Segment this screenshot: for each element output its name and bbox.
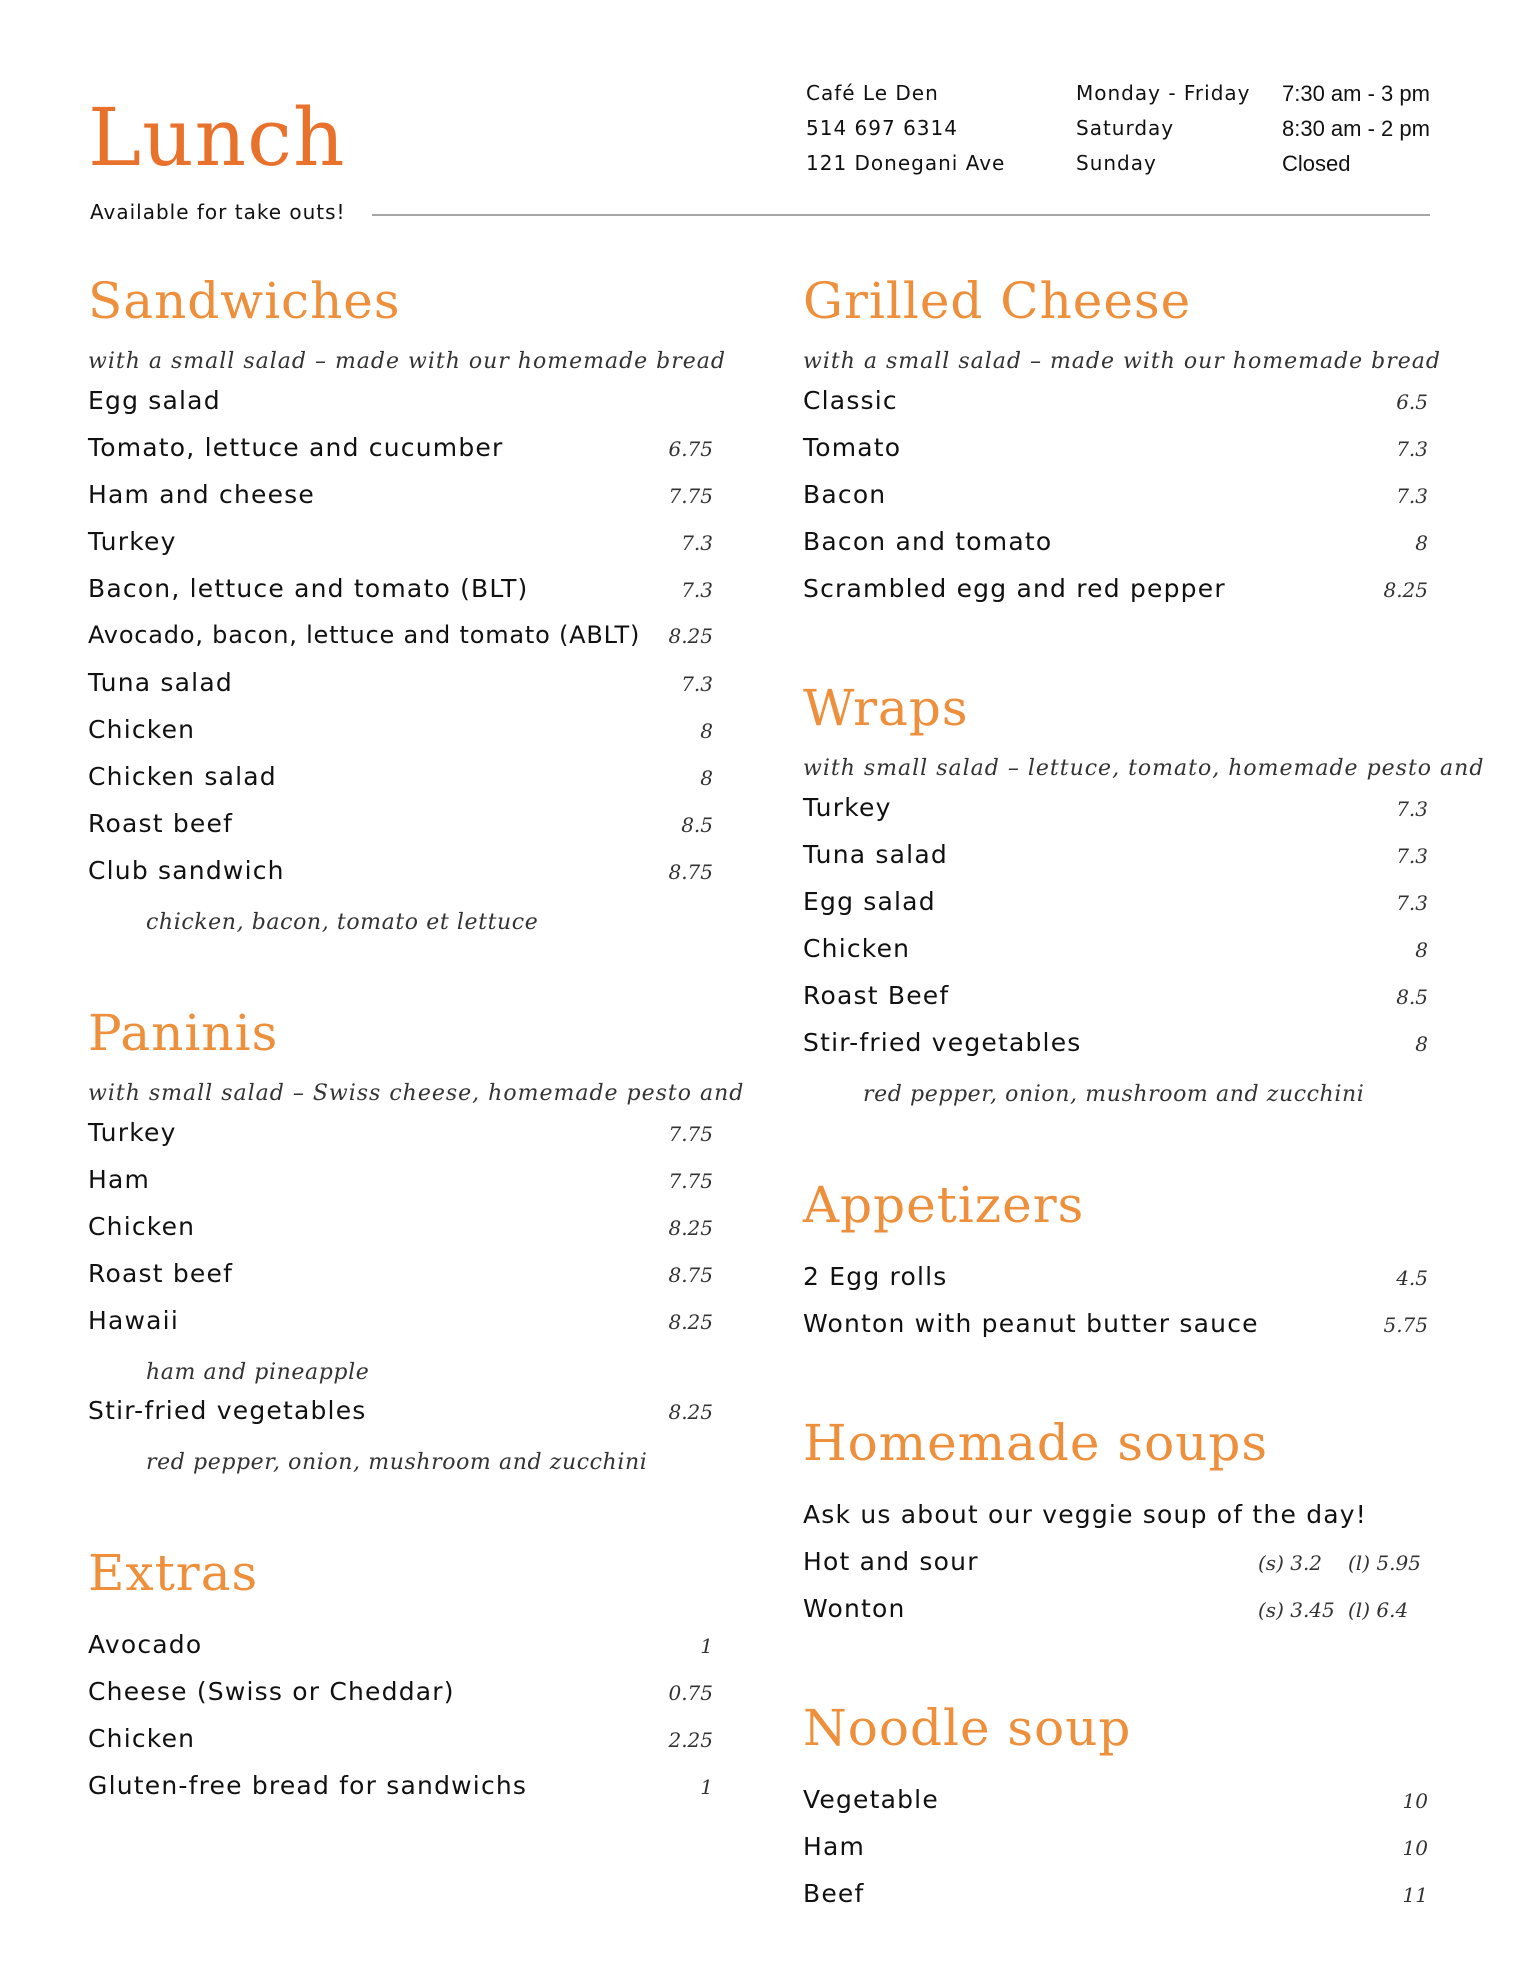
item-price: 8.5	[1396, 985, 1428, 1009]
item-description: red pepper, onion, mushroom and zucchini	[863, 1082, 1365, 1107]
item-name: Hawaii	[88, 1306, 179, 1335]
menu-item	[88, 1396, 713, 1443]
menu-item	[88, 1118, 713, 1165]
item-description: ham and pineapple	[146, 1360, 370, 1385]
item-name: Bacon, lettuce and tomato (BLT)	[88, 574, 529, 603]
item-price: 8.25	[1383, 578, 1428, 602]
item-price: 5.75	[1383, 1313, 1428, 1337]
menu-item	[803, 480, 1428, 527]
menu-item	[803, 1832, 1428, 1879]
item-name: Tuna salad	[88, 668, 233, 697]
item-price: 8.25	[668, 1400, 713, 1424]
item-price: 8	[1415, 938, 1428, 962]
item-price: 6.5	[1396, 390, 1428, 414]
section-title: Appetizers	[803, 1176, 1085, 1234]
item-name: Wonton	[803, 1594, 906, 1623]
right-column	[803, 270, 1485, 1982]
extras-section	[88, 1542, 713, 1818]
hours-time: 7:30 am - 3 pm	[1282, 81, 1430, 106]
hours-day: Sunday	[1076, 151, 1157, 175]
section-title: Noodle soup	[803, 1699, 1132, 1757]
section-note: with a small salad – made with our homemade bread	[803, 349, 1441, 374]
wraps-section	[803, 677, 1485, 1118]
item-name: Club sandwich	[88, 856, 285, 885]
item-name: Roast beef	[88, 809, 234, 838]
item-price: 8.25	[668, 1310, 713, 1334]
item-name: Bacon	[803, 480, 887, 509]
menu-item	[88, 856, 713, 903]
item-price: 11	[1402, 1883, 1428, 1907]
item-price: 7.3	[1396, 484, 1428, 508]
menu-item	[803, 1262, 1428, 1309]
menu-item	[88, 480, 713, 527]
hours-day: Monday - Friday	[1076, 81, 1251, 105]
menu-item	[803, 1785, 1428, 1832]
section-title: Homemade soups	[803, 1414, 1269, 1472]
item-price: 7.75	[668, 484, 713, 508]
cafe-name: Café Le Den	[806, 81, 939, 105]
left-column	[88, 270, 745, 1874]
item-name: Vegetable	[803, 1785, 939, 1814]
menu-item	[88, 1677, 713, 1724]
menu-item	[88, 1306, 713, 1353]
cafe-phone: 514 697 6314	[806, 116, 958, 140]
menu-item	[88, 668, 713, 715]
item-price: 8.5	[681, 813, 713, 837]
section-note: with small salad – Swiss cheese, homemade pesto and	[88, 1081, 745, 1106]
item-price: 8.75	[668, 860, 713, 884]
menu-item	[803, 574, 1428, 621]
item-price: 7.3	[681, 531, 713, 555]
item-price: 1	[700, 1634, 713, 1658]
appetizers-section	[803, 1174, 1428, 1356]
menu-item	[88, 1724, 713, 1771]
item-price: 7.75	[668, 1122, 713, 1146]
item-price: 1	[700, 1775, 713, 1799]
item-price: 8	[700, 766, 713, 790]
item-name: Ham	[88, 1165, 151, 1194]
menu-item	[803, 793, 1428, 840]
item-price: 7.3	[681, 672, 713, 696]
item-price: 7.3	[1396, 797, 1428, 821]
soup-prompt	[803, 1500, 1428, 1547]
item-name: Ham and cheese	[88, 480, 315, 509]
item-name: 2 Egg rolls	[803, 1262, 948, 1291]
noodle-soup-section	[803, 1697, 1428, 1926]
page-title: Lunch	[88, 91, 346, 184]
item-price-small: (s) 3.2	[1258, 1551, 1323, 1575]
item-price: 10	[1402, 1836, 1428, 1860]
item-name: Ham	[803, 1832, 866, 1861]
item-name: Beef	[803, 1879, 865, 1908]
item-name: Avocado, bacon, lettuce and tomato (ABLT)	[88, 621, 641, 649]
item-name: Avocado	[88, 1630, 203, 1659]
section-title: Paninis	[88, 1004, 279, 1062]
item-name: Tomato	[803, 433, 902, 462]
item-name: Chicken	[88, 715, 196, 744]
item-price: 8	[1415, 1032, 1428, 1056]
item-name: Stir-fried vegetables	[803, 1028, 1082, 1057]
item-price-large: (l) 5.95	[1348, 1551, 1421, 1575]
section-note: with a small salad – made with our homemade bread	[88, 349, 726, 374]
item-price: 7.75	[668, 1169, 713, 1193]
item-name: Roast Beef	[803, 981, 950, 1010]
homemade-soups-section	[803, 1412, 1428, 1641]
grilled-cheese-section	[803, 270, 1441, 621]
item-name: Scrambled egg and red pepper	[803, 574, 1226, 603]
menu-item	[803, 1547, 1428, 1594]
menu-item	[803, 934, 1428, 981]
item-description: chicken, bacon, tomato et lettuce	[146, 910, 539, 935]
item-price: 4.5	[1396, 1266, 1428, 1290]
item-price: 7.3	[1396, 891, 1428, 915]
item-price-large: (l) 6.4	[1348, 1598, 1409, 1622]
menu-item	[803, 433, 1428, 480]
menu-item	[803, 386, 1428, 433]
item-name: Egg salad	[803, 887, 936, 916]
menu-item	[88, 809, 713, 856]
item-name: Hot and sour	[803, 1547, 979, 1576]
section-note: with small salad – lettuce, tomato, homemade pesto and	[803, 756, 1485, 781]
item-name: Tomato, lettuce and cucumber	[88, 433, 504, 462]
paninis-section	[88, 1002, 745, 1486]
item-price: 8.25	[668, 1216, 713, 1240]
hours-days	[1076, 76, 1251, 181]
item-name: Chicken salad	[88, 762, 277, 791]
item-name: Egg salad	[88, 386, 221, 415]
hours-times	[1282, 76, 1430, 181]
item-name: Turkey	[803, 793, 892, 822]
cafe-contact	[806, 76, 1005, 181]
menu-item	[88, 1259, 713, 1306]
hours-time: 8:30 am - 2 pm	[1282, 116, 1430, 141]
cafe-address: 121 Donegani Ave	[806, 151, 1006, 175]
item-name: Roast beef	[88, 1259, 234, 1288]
item-name: Gluten-free bread for sandwichs	[88, 1771, 528, 1800]
menu-item	[88, 715, 713, 762]
menu-item	[803, 840, 1428, 887]
item-name: Chicken	[88, 1724, 196, 1753]
item-price: 7.3	[681, 578, 713, 602]
item-name: Turkey	[88, 527, 177, 556]
item-price: 10	[1402, 1789, 1428, 1813]
item-name: Stir-fried vegetables	[88, 1396, 367, 1425]
section-title: Grilled Cheese	[803, 272, 1192, 330]
menu-item	[88, 762, 713, 809]
item-name: Cheese (Swiss or Cheddar)	[88, 1677, 455, 1706]
item-name: Bacon and tomato	[803, 527, 1053, 556]
item-price: 8.75	[668, 1263, 713, 1287]
menu-item	[88, 621, 713, 668]
menu-item	[88, 1165, 713, 1212]
section-title: Wraps	[803, 679, 969, 737]
item-description: red pepper, onion, mushroom and zucchini	[146, 1450, 648, 1475]
item-price: 0.75	[668, 1681, 713, 1705]
item-name: Chicken	[88, 1212, 196, 1241]
tagline: Available for take outs!	[90, 200, 346, 224]
item-name: Tuna salad	[803, 840, 948, 869]
item-name: Turkey	[88, 1118, 177, 1147]
menu-item	[88, 574, 713, 621]
hours-day: Saturday	[1076, 116, 1175, 140]
item-name: Chicken	[803, 934, 911, 963]
item-name: Classic	[803, 386, 898, 415]
item-price: 2.25	[668, 1728, 713, 1752]
item-price: 7.3	[1396, 437, 1428, 461]
item-name: Wonton with peanut butter sauce	[803, 1309, 1259, 1338]
section-title: Sandwiches	[88, 272, 401, 330]
menu-item	[88, 386, 713, 433]
menu-item	[803, 981, 1428, 1028]
menu-item	[803, 1594, 1428, 1641]
menu-item	[803, 527, 1428, 574]
menu-item	[803, 887, 1428, 934]
menu-item	[803, 1309, 1428, 1356]
item-price: 6.75	[668, 437, 713, 461]
menu-item	[88, 1771, 713, 1818]
item-price: 8	[700, 719, 713, 743]
menu-item	[88, 527, 713, 574]
item-price: 8.25	[668, 624, 713, 648]
item-price-small: (s) 3.45	[1258, 1598, 1335, 1622]
sandwiches-section	[88, 270, 726, 946]
header-divider	[372, 214, 1430, 216]
section-title: Extras	[88, 1544, 259, 1602]
menu-item	[88, 433, 713, 480]
hours-time: Closed	[1282, 151, 1351, 176]
soup-of-day-text: Ask us about our veggie soup of the day!	[803, 1500, 1368, 1529]
item-price: 7.3	[1396, 844, 1428, 868]
menu-item	[88, 1630, 713, 1677]
menu-item	[803, 1879, 1428, 1926]
menu-item	[88, 1212, 713, 1259]
item-price: 8	[1415, 531, 1428, 555]
menu-item	[803, 1028, 1428, 1075]
